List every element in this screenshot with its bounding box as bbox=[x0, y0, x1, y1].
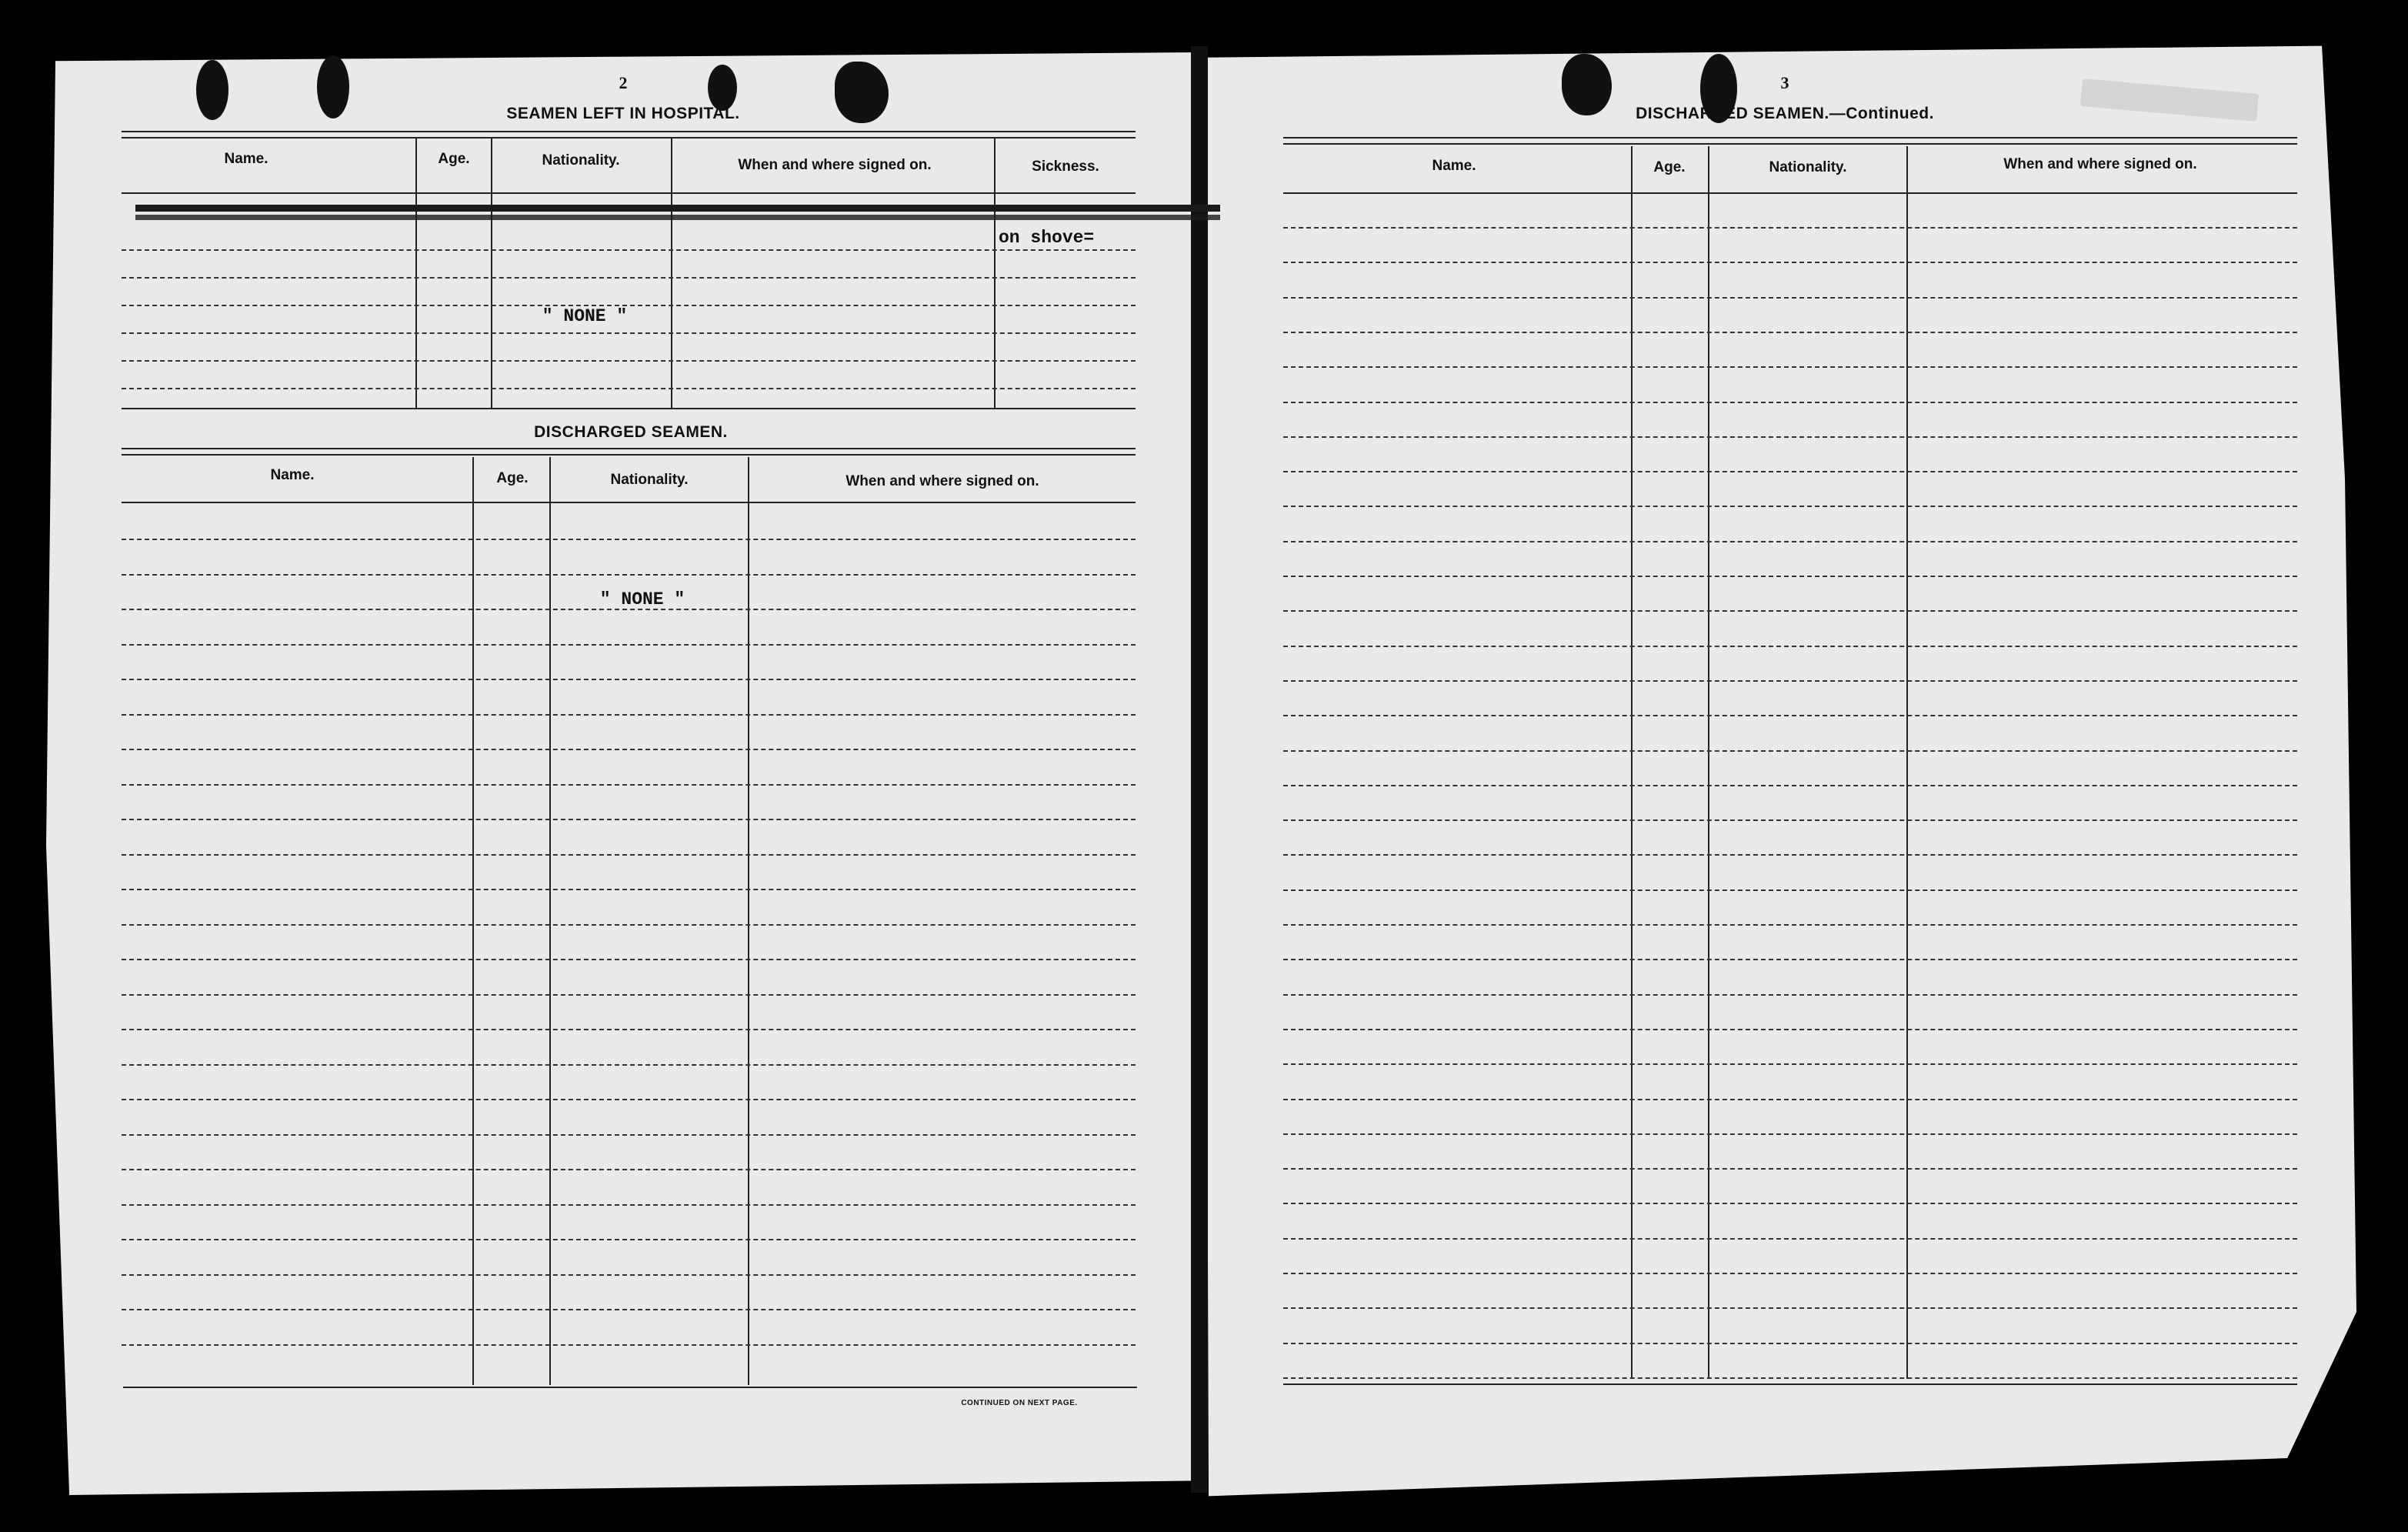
hospital-col-name: Name. bbox=[224, 151, 268, 167]
discharged-col-nationality: Nationality. bbox=[610, 472, 689, 488]
row-line bbox=[122, 1169, 1136, 1170]
row-line bbox=[122, 574, 1136, 576]
row-line bbox=[1283, 1168, 2297, 1170]
row-line bbox=[122, 1064, 1136, 1066]
row-line bbox=[122, 854, 1136, 856]
row-line bbox=[1283, 750, 2297, 752]
row-line bbox=[1283, 1273, 2297, 1274]
discharged-col-divider bbox=[472, 457, 474, 1385]
row-line bbox=[122, 959, 1136, 960]
row-line bbox=[122, 388, 1136, 389]
hospital-header-underline bbox=[122, 192, 1136, 194]
punch-hole bbox=[196, 60, 228, 120]
discharged-header-underline bbox=[122, 502, 1136, 503]
row-line bbox=[122, 1309, 1136, 1310]
row-line bbox=[1283, 297, 2297, 299]
right-section-title: DISCHARGED SEAMEN.—Continued. bbox=[1636, 105, 1934, 122]
row-line bbox=[122, 277, 1136, 279]
row-line bbox=[122, 1029, 1136, 1030]
row-line bbox=[122, 1099, 1136, 1100]
left-page bbox=[46, 52, 1204, 1495]
discharged-col-divider bbox=[748, 457, 749, 1385]
row-line bbox=[1283, 1029, 2297, 1030]
row-line bbox=[1283, 227, 2297, 229]
row-line bbox=[1283, 262, 2297, 263]
row-line bbox=[122, 539, 1136, 540]
row-line bbox=[1283, 1203, 2297, 1204]
row-line bbox=[1283, 889, 2297, 891]
struck-out-entry bbox=[135, 205, 1220, 212]
discharged-col-signed-on: When and where signed on. bbox=[845, 473, 1039, 489]
row-line bbox=[1283, 959, 2297, 960]
hospital-top-rule bbox=[122, 131, 1136, 132]
row-line bbox=[1283, 1099, 2297, 1100]
page-number-left: 2 bbox=[619, 73, 628, 92]
row-line bbox=[122, 1274, 1136, 1276]
hospital-bottom-rule bbox=[122, 408, 1136, 409]
discharged-col-divider bbox=[549, 457, 551, 1385]
hospital-col-divider bbox=[415, 139, 417, 409]
row-line bbox=[122, 249, 1136, 251]
row-line bbox=[122, 1239, 1136, 1240]
row-line bbox=[1283, 610, 2297, 612]
right-col-signed-on: When and where signed on. bbox=[2003, 156, 2197, 172]
discharged-col-name: Name. bbox=[270, 467, 315, 483]
row-line bbox=[1283, 1307, 2297, 1309]
hospital-col-nationality: Nationality. bbox=[542, 152, 620, 169]
hospital-col-signed-on: When and where signed on. bbox=[738, 157, 932, 173]
page-gutter bbox=[1191, 46, 1208, 1493]
row-line bbox=[1283, 576, 2297, 577]
right-page bbox=[1204, 40, 2356, 1502]
row-line bbox=[1283, 1133, 2297, 1135]
row-line bbox=[1283, 715, 2297, 716]
struck-out-entry bbox=[135, 215, 1220, 220]
hospital-section-title: SEAMEN LEFT IN HOSPITAL. bbox=[506, 105, 740, 122]
row-line bbox=[1283, 785, 2297, 786]
discharged-bottom-rule bbox=[123, 1387, 1137, 1388]
row-line bbox=[1283, 924, 2297, 926]
row-line bbox=[1283, 436, 2297, 438]
row-line bbox=[122, 889, 1136, 890]
row-line bbox=[1283, 471, 2297, 472]
right-col-nationality: Nationality. bbox=[1769, 159, 1847, 175]
row-line bbox=[1283, 646, 2297, 647]
continued-footer: CONTINUED ON NEXT PAGE. bbox=[961, 1399, 1078, 1407]
discharged-top-rule-2 bbox=[122, 454, 1136, 456]
row-line bbox=[1283, 541, 2297, 542]
right-col-name: Name. bbox=[1432, 158, 1476, 174]
row-line bbox=[122, 819, 1136, 820]
row-line bbox=[122, 994, 1136, 996]
row-line bbox=[1283, 366, 2297, 368]
row-line bbox=[122, 1204, 1136, 1206]
sickness-note: on shove= bbox=[999, 228, 1095, 248]
discharged-col-age: Age. bbox=[496, 470, 529, 486]
row-line bbox=[1283, 680, 2297, 682]
row-line bbox=[122, 332, 1136, 334]
hospital-col-divider bbox=[491, 139, 492, 409]
punch-hole bbox=[708, 65, 737, 111]
right-header-underline bbox=[1283, 192, 2297, 194]
discharged-top-rule bbox=[122, 448, 1136, 449]
right-col-age: Age. bbox=[1653, 159, 1686, 175]
punch-hole bbox=[1562, 54, 1612, 115]
row-line bbox=[122, 784, 1136, 786]
row-line bbox=[1283, 854, 2297, 856]
row-line bbox=[1283, 1343, 2297, 1344]
right-bottom-rule bbox=[1283, 1383, 2297, 1385]
punch-hole bbox=[835, 62, 889, 123]
hospital-col-age: Age. bbox=[438, 151, 470, 167]
row-line bbox=[1283, 506, 2297, 507]
row-line bbox=[122, 644, 1136, 646]
discharged-section-title: DISCHARGED SEAMEN. bbox=[534, 423, 728, 441]
right-top-rule bbox=[1283, 137, 2297, 139]
row-line bbox=[1283, 819, 2297, 821]
row-line bbox=[122, 749, 1136, 750]
hospital-col-sickness: Sickness. bbox=[1032, 159, 1099, 175]
row-line bbox=[122, 714, 1136, 716]
row-line bbox=[122, 1134, 1136, 1136]
hospital-col-divider bbox=[671, 139, 672, 409]
hospital-none-entry: " NONE " bbox=[542, 306, 628, 326]
row-line bbox=[122, 360, 1136, 362]
page-number-right: 3 bbox=[1780, 73, 1789, 92]
hospital-col-divider bbox=[994, 139, 996, 409]
right-top-rule-2 bbox=[1283, 143, 2297, 145]
row-line bbox=[1283, 1377, 2297, 1379]
row-line bbox=[1283, 332, 2297, 333]
hospital-top-rule-2 bbox=[122, 137, 1136, 139]
discharged-none-entry: " NONE " bbox=[599, 589, 685, 609]
row-line bbox=[1283, 1238, 2297, 1240]
row-line bbox=[1283, 1063, 2297, 1065]
row-line bbox=[1283, 402, 2297, 403]
row-line bbox=[122, 1344, 1136, 1346]
row-line bbox=[122, 679, 1136, 680]
row-line bbox=[122, 924, 1136, 926]
row-line bbox=[1283, 994, 2297, 996]
punch-hole bbox=[317, 55, 349, 118]
